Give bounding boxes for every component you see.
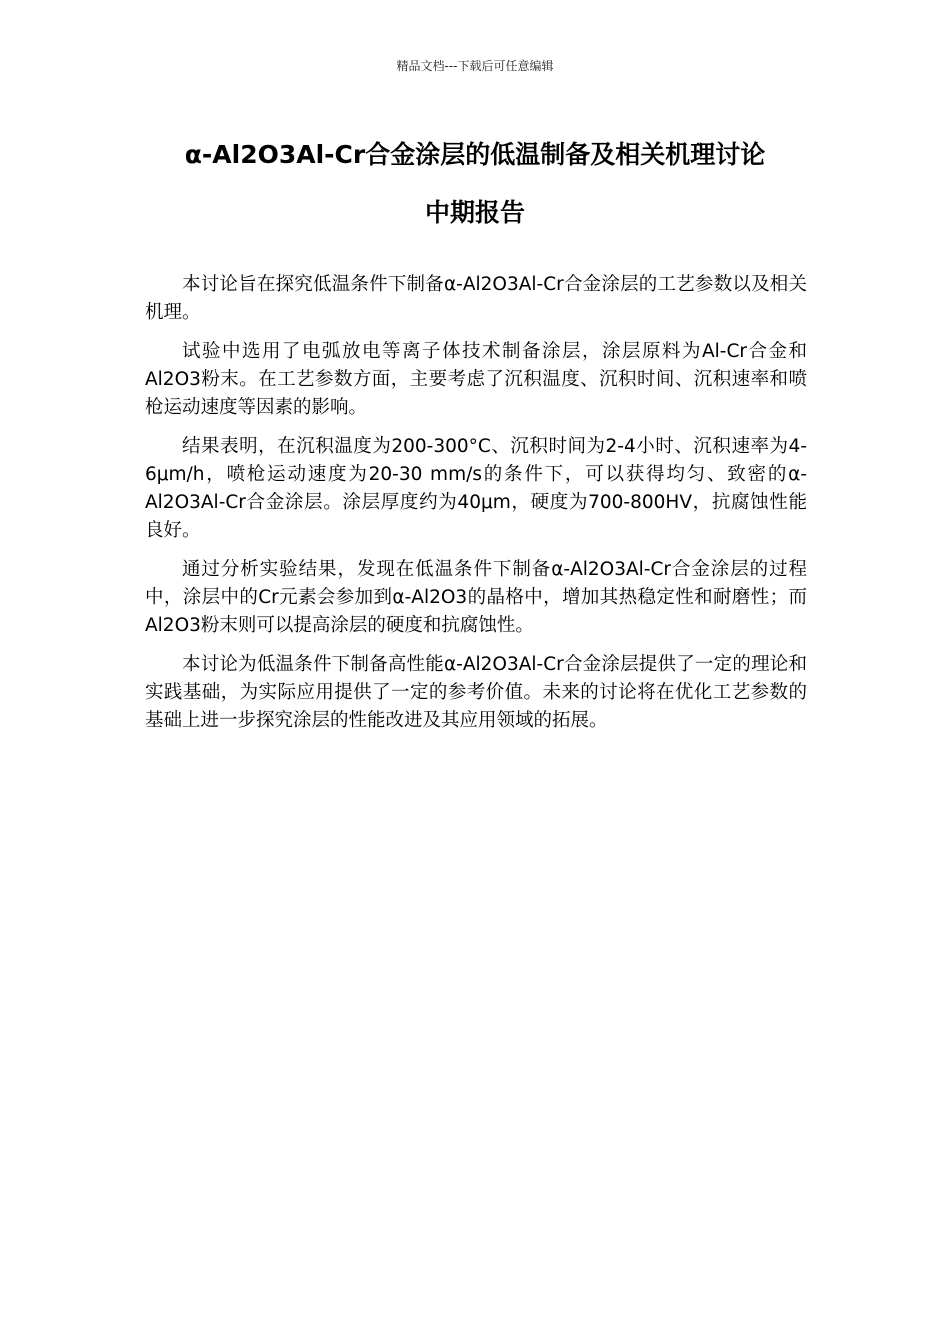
paragraph-intro: 本讨论旨在探究低温条件下制备α-Al2O3Al-Cr合金涂层的工艺参数以及相关机理。 — [145, 274, 807, 323]
document-body — [145, 271, 807, 746]
paragraph-conclusion: 本讨论为低温条件下制备高性能α-Al2O3Al-Cr合金涂层提供了一定的理论和实践基础，为实际应用提供了一定的参考价值。未来的讨论将在优化工艺参数的基础上进一步探究涂层的性能改进及其应用领域的拓展。 — [145, 654, 807, 731]
document-subtitle: 中期报告 — [424, 198, 525, 227]
paragraph-method: 试验中选用了电弧放电等离子体技术制备涂层，涂层原料为Al-Cr合金和Al2O3粉末。在工艺参数方面，主要考虑了沉积温度、沉积时间、沉积速率和喷枪运动速度等因素的影响。 — [145, 341, 807, 418]
paragraph-analysis: 通过分析实验结果，发现在低温条件下制备α-Al2O3Al-Cr合金涂层的过程中，涂层中的Cr元素会参加到α-Al2O3的晶格中，增加其热稳定性和耐磨性；而Al2O3粉末则可以提高涂层的硬度和抗腐蚀性。 — [145, 559, 807, 636]
document-title: α-Al2O3Al-Cr合金涂层的低温制备及相关机理讨论 — [184, 140, 766, 169]
page-header: 精品文档---下载后可任意编辑 — [396, 59, 554, 73]
paragraph-results: 结果表明，在沉积温度为200-300°C、沉积时间为2-4小时、沉积速率为4-6μm/h，喷枪运动速度为20-30 mm/s的条件下，可以获得均匀、致密的α-Al2O3Al-Cr合金涂层。涂层厚度约为40μm，硬度为700-800HV，抗腐蚀性能良好。 — [145, 436, 807, 541]
